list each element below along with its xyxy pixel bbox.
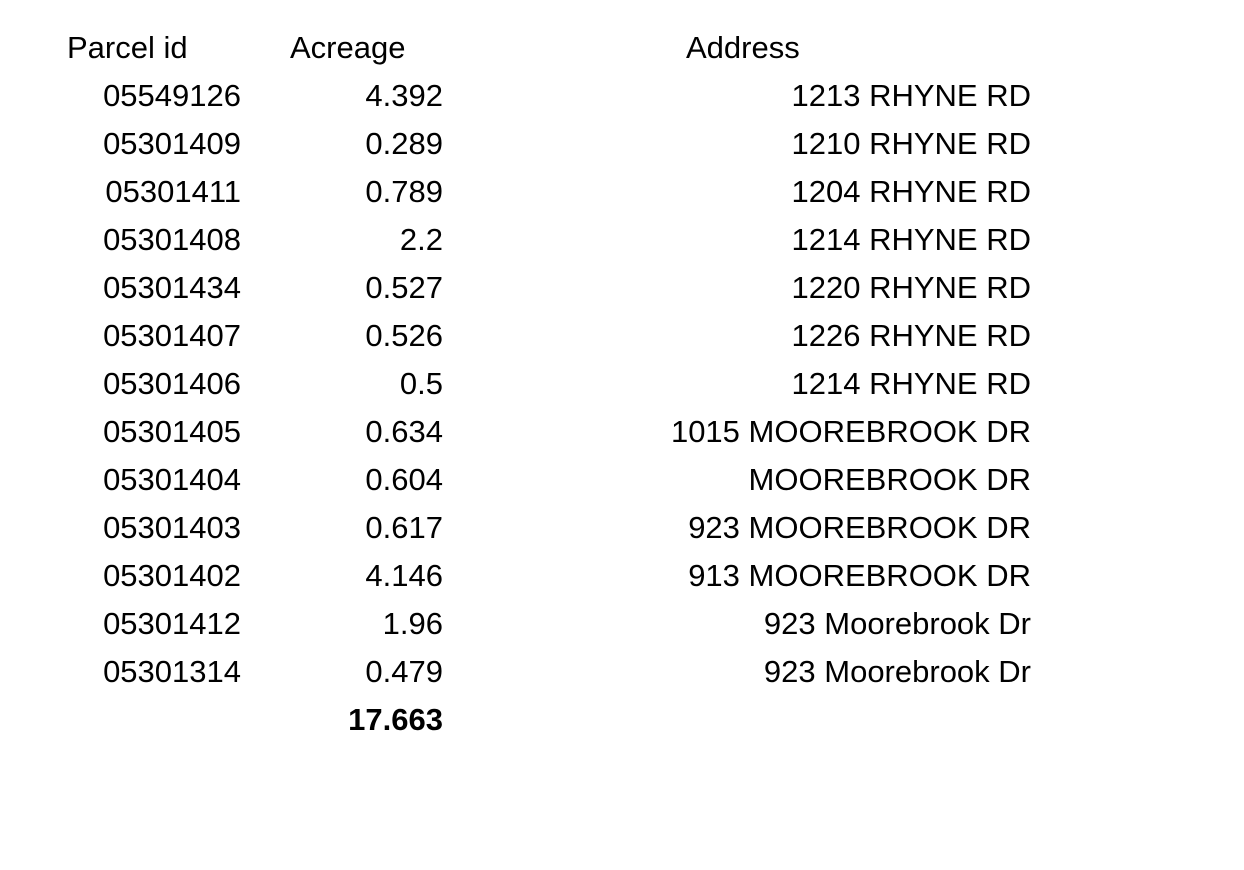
parcel-id-cell: 05301402 bbox=[103, 558, 241, 593]
acreage-cell: 0.5 bbox=[399, 366, 443, 401]
header-parcel-id: Parcel id bbox=[67, 30, 188, 65]
parcel-id-cell: 05301411 bbox=[105, 174, 241, 209]
parcel-id-cell: 05301314 bbox=[103, 654, 241, 689]
address-cell: 1214 RHYNE RD bbox=[791, 222, 1031, 257]
parcel-id-cell: 05301403 bbox=[103, 510, 241, 545]
acreage-cell: 2.2 bbox=[399, 222, 443, 257]
parcel-id-cell: 05301404 bbox=[103, 462, 241, 497]
parcel-id-cell: 05301407 bbox=[103, 318, 241, 353]
total-row bbox=[0, 696, 1244, 744]
table-row bbox=[0, 600, 1244, 648]
parcel-table bbox=[0, 24, 1244, 744]
acreage-cell: 0.604 bbox=[365, 462, 443, 497]
acreage-cell: 0.479 bbox=[365, 654, 443, 689]
parcel-id-cell: 05301405 bbox=[103, 414, 241, 449]
table-row bbox=[0, 456, 1244, 504]
address-cell: 1210 RHYNE RD bbox=[791, 126, 1031, 161]
address-cell: 1015 MOOREBROOK DR bbox=[670, 414, 1031, 449]
header-acreage: Acreage bbox=[290, 30, 406, 65]
address-cell: 913 MOOREBROOK DR bbox=[688, 558, 1031, 593]
acreage-cell: 0.617 bbox=[365, 510, 443, 545]
parcel-id-cell: 05549126 bbox=[103, 78, 241, 113]
acreage-cell: 0.527 bbox=[365, 270, 443, 305]
table-row bbox=[0, 504, 1244, 552]
table-row bbox=[0, 216, 1244, 264]
acreage-cell: 4.146 bbox=[365, 558, 443, 593]
parcel-id-cell: 05301406 bbox=[103, 366, 241, 401]
parcel-id-cell: 05301408 bbox=[103, 222, 241, 257]
address-cell: 1213 RHYNE RD bbox=[791, 78, 1031, 113]
table-row bbox=[0, 312, 1244, 360]
address-cell: 1226 RHYNE RD bbox=[791, 318, 1031, 353]
address-cell: 1214 RHYNE RD bbox=[791, 366, 1031, 401]
parcel-id-cell: 05301434 bbox=[103, 270, 241, 305]
address-cell: 1220 RHYNE RD bbox=[791, 270, 1031, 305]
acreage-cell: 0.526 bbox=[365, 318, 443, 353]
address-cell: 1204 RHYNE RD bbox=[791, 174, 1031, 209]
table-row bbox=[0, 168, 1244, 216]
acreage-cell: 1.96 bbox=[382, 606, 443, 641]
parcel-id-cell: 05301412 bbox=[103, 606, 241, 641]
header-address: Address bbox=[686, 30, 800, 65]
table-row bbox=[0, 360, 1244, 408]
table-row bbox=[0, 264, 1244, 312]
acreage-cell: 4.392 bbox=[365, 78, 443, 113]
address-cell: MOOREBROOK DR bbox=[748, 462, 1031, 497]
address-cell: 923 Moorebrook Dr bbox=[763, 654, 1031, 689]
total-acreage: 17.663 bbox=[348, 702, 443, 737]
address-cell: 923 MOOREBROOK DR bbox=[688, 510, 1031, 545]
acreage-cell: 0.289 bbox=[365, 126, 443, 161]
acreage-cell: 0.634 bbox=[365, 414, 443, 449]
table-row bbox=[0, 120, 1244, 168]
acreage-cell: 0.789 bbox=[365, 174, 443, 209]
address-cell: 923 Moorebrook Dr bbox=[763, 606, 1031, 641]
parcel-id-cell: 05301409 bbox=[103, 126, 241, 161]
header-row bbox=[0, 24, 1244, 72]
table-row bbox=[0, 72, 1244, 120]
table-row bbox=[0, 408, 1244, 456]
table-row bbox=[0, 648, 1244, 696]
table-row bbox=[0, 552, 1244, 600]
